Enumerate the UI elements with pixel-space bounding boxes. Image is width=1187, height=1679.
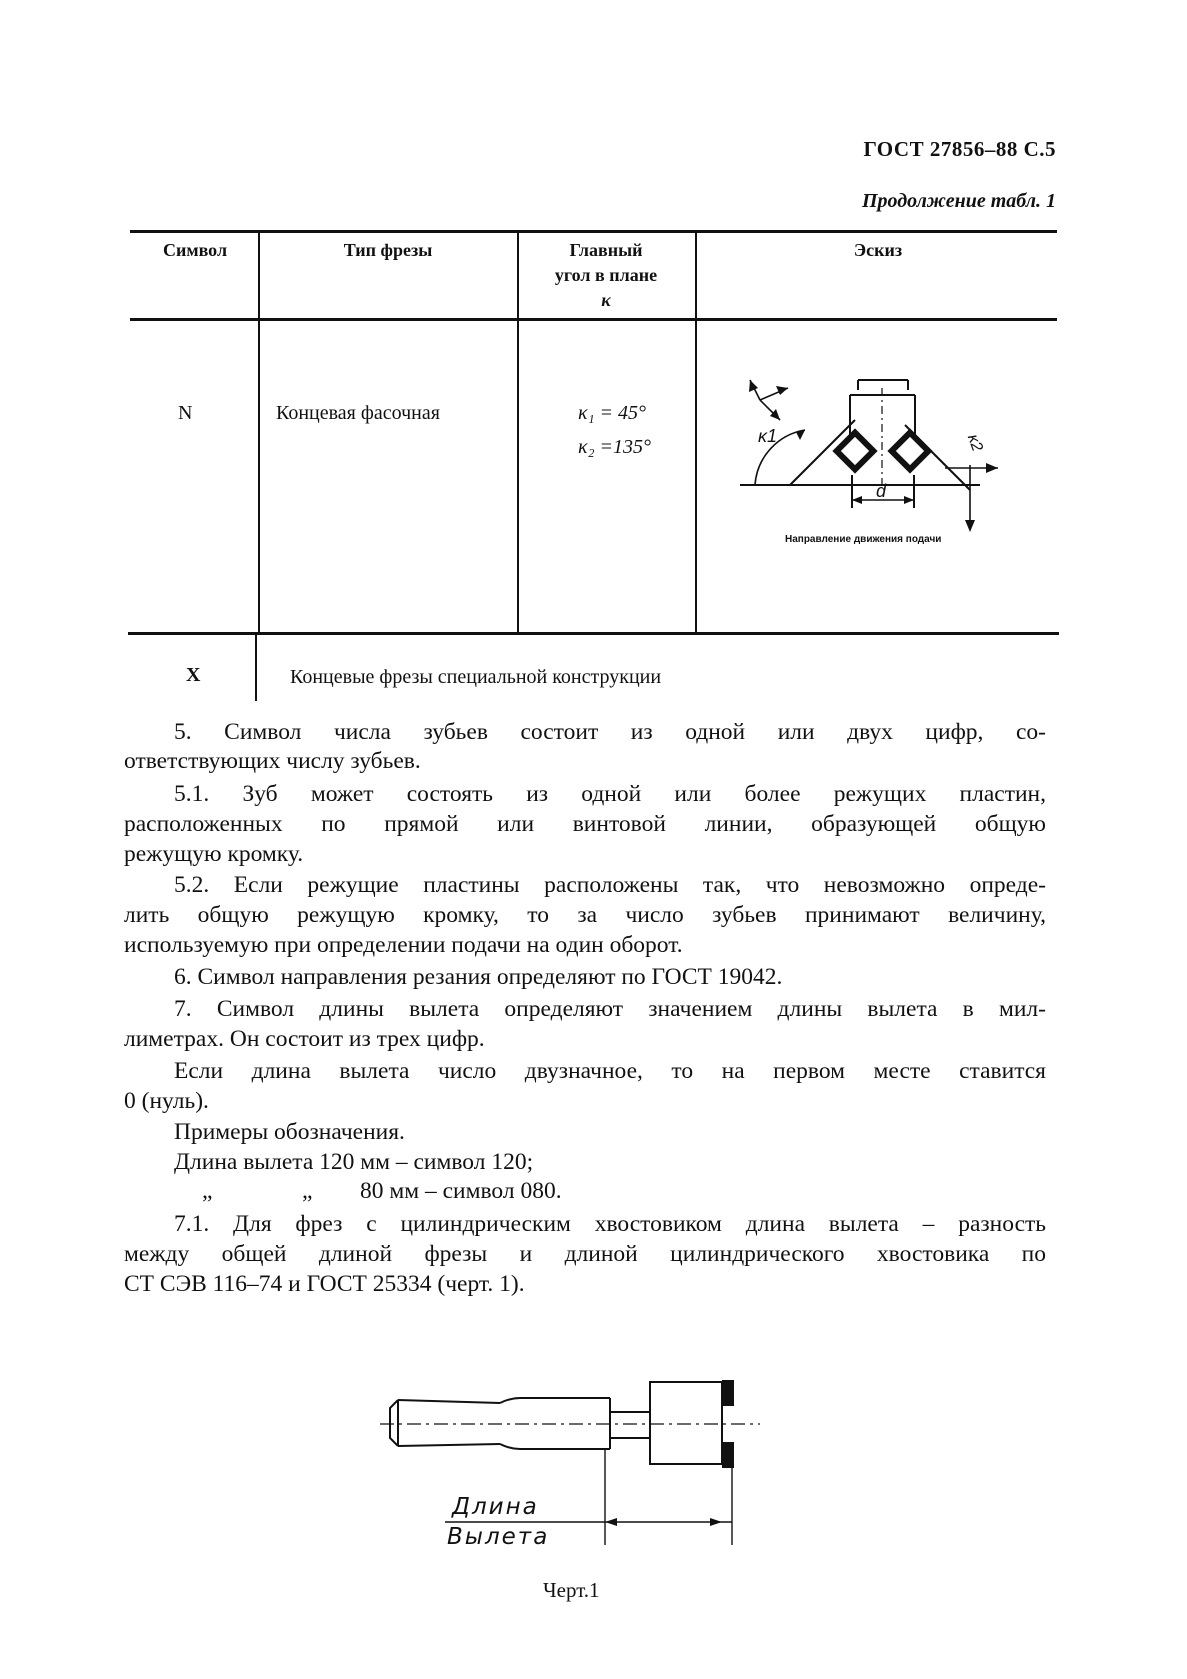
table-col-divider bbox=[695, 231, 697, 632]
paragraph-5-1-line1: 5.1. Зуб может состоять из одной или более режущих пластин, bbox=[174, 781, 1046, 807]
row-type-x: Концевые фрезы специальной конструкции bbox=[290, 666, 662, 688]
table-col-divider bbox=[255, 633, 257, 701]
paragraph-6: 6. Символ направления резания определяют по ГОСТ 19042. bbox=[174, 964, 783, 990]
paragraph-5-2-line2: лить общую режущую кромку, то за число зубьев принимают величину, bbox=[124, 902, 1046, 928]
paragraph-7-1-line2: между общей длиной фрезы и длиной цилиндрического хвостовика по bbox=[124, 1241, 1046, 1267]
examples-title: Примеры обозначения. bbox=[174, 1119, 405, 1145]
row-type-n: Концевая фасочная bbox=[276, 402, 440, 424]
row-angle-2: κ₂ =135° bbox=[578, 436, 652, 458]
example-2-ditto: „ bbox=[302, 1178, 313, 1204]
paragraph-7b-line1: Если длина вылета число двузначное, то на первом месте ставится bbox=[174, 1058, 1046, 1084]
page-header: ГОСТ 27856–88 С.5 bbox=[863, 137, 1056, 161]
example-1: Длина вылета 120 мм – символ 120; bbox=[174, 1149, 534, 1175]
example-2-ditto: „ bbox=[202, 1178, 213, 1204]
paragraph-5-2-line3: используемую при определении подачи на один оборот. bbox=[124, 932, 683, 958]
table-row-rule bbox=[128, 632, 1059, 635]
column-header-sketch: Эскиз bbox=[853, 240, 903, 260]
sketch-dim-d: d bbox=[876, 481, 887, 501]
paragraph-7-line1: 7. Символ длины вылета определяют значением длины вылета в мил- bbox=[174, 996, 1046, 1022]
sketch-feed-caption: Направление движения подачи bbox=[785, 534, 942, 545]
figure-label-length: Длина bbox=[452, 1494, 539, 1520]
column-header-type: Тип фрезы bbox=[343, 240, 433, 260]
paragraph-7b-line2: 0 (нуль). bbox=[124, 1088, 209, 1114]
sketch-kappa1: κ1 bbox=[758, 426, 778, 446]
paragraph-5-line2: ответствующих числу зубьев. bbox=[124, 748, 421, 774]
figure-caption: Черт.1 bbox=[543, 1578, 600, 1602]
column-header-angle bbox=[520, 238, 692, 313]
example-2: 80 мм – символ 080. bbox=[360, 1178, 562, 1204]
column-header-angle-line: κ bbox=[601, 290, 611, 310]
paragraph-7-line2: лиметрах. Он состоит из трех цифр. bbox=[124, 1026, 485, 1052]
sketch-kappa2: κ2 bbox=[963, 432, 986, 454]
paragraph-5-1-line3: режущую кромку. bbox=[124, 841, 304, 867]
row-symbol-n: N bbox=[178, 402, 193, 424]
column-header-angle-line: Главный bbox=[569, 240, 643, 260]
table-col-divider bbox=[517, 231, 519, 632]
paragraph-5-line1: 5. Символ числа зубьев состоит из одной или двух цифр, со- bbox=[174, 719, 1046, 745]
row-symbol-x: X bbox=[186, 664, 201, 686]
paragraph-5-2-line1: 5.2. Если режущие пластины расположены так, что невозможно опреде- bbox=[174, 872, 1046, 898]
column-header-symbol: Символ bbox=[162, 240, 228, 260]
paragraph-7-1-line1: 7.1. Для фрез с цилиндрическим хвостовиком длина вылета – разность bbox=[174, 1211, 1046, 1237]
figure-1-drawing bbox=[380, 1370, 780, 1550]
table-continuation-note: Продолжение табл. 1 bbox=[861, 190, 1056, 212]
table-top-rule bbox=[130, 230, 1057, 233]
sketch-chamfer-mill bbox=[730, 360, 1050, 560]
table-header-rule bbox=[130, 318, 1057, 321]
row-angle-1: κ₁ = 45° bbox=[578, 402, 647, 424]
paragraph-7-1-line3: СТ СЭВ 116–74 и ГОСТ 25334 (черт. 1). bbox=[124, 1271, 525, 1297]
table-col-divider bbox=[258, 231, 260, 632]
paragraph-5-1-line2: расположенных по прямой или винтовой линии, образующей общую bbox=[124, 811, 1046, 837]
figure-label-overhang: Вылета bbox=[447, 1524, 550, 1550]
column-header-angle-line: угол в плане bbox=[554, 265, 658, 285]
